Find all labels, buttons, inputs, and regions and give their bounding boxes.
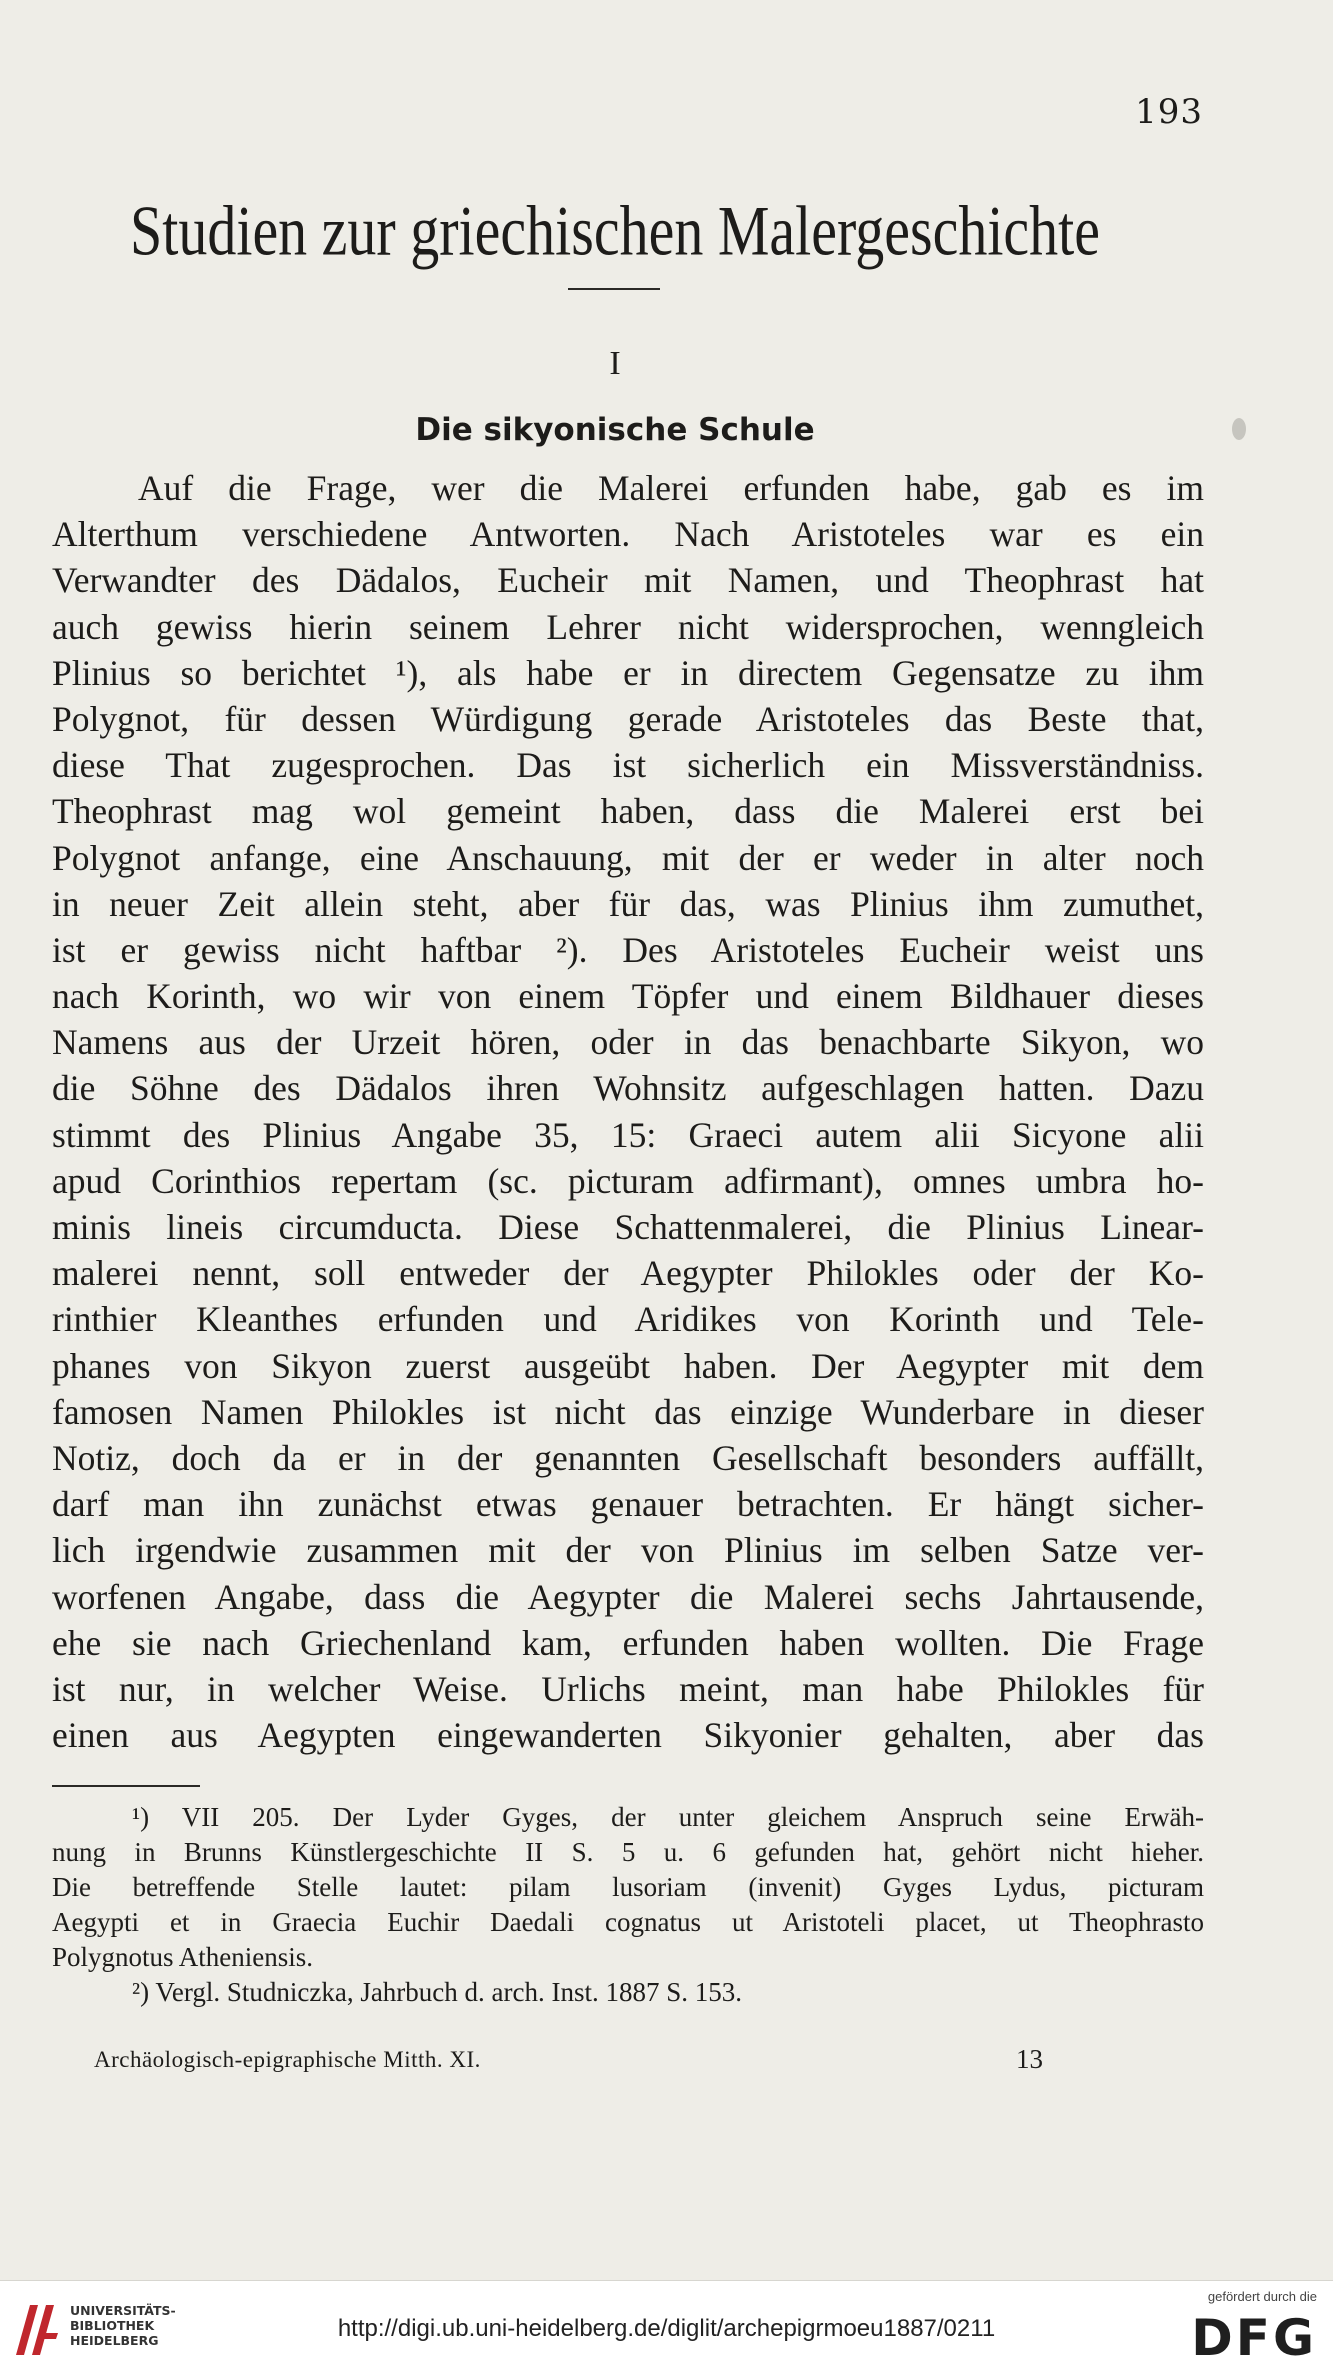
body-line: famosen Namen Philokles ist nicht das einzige Wunderbare in dieser: [52, 1391, 1204, 1432]
library-line-2: BIBLIOTHEK: [70, 2318, 155, 2333]
part-numeral: I: [609, 345, 621, 382]
section-heading: Die sikyonische Schule: [415, 412, 815, 448]
permalink-url[interactable]: http://digi.ub.uni-heidelberg.de/diglit/archepigrmoeu1887/0211: [337, 2315, 996, 2342]
body-line: apud Corinthios repertam (sc. picturam adfirmant), omnes umbra ho-: [52, 1160, 1204, 1201]
dfg-logo[interactable]: DFG: [1191, 2309, 1317, 2367]
body-line: Auf die Frage, wer die Malerei erfunden habe, gab es im: [138, 468, 1204, 508]
body-line: worfenen Angabe, dass die Aegypter die Malerei sechs Jahrtausende,: [52, 1576, 1204, 1617]
title-divider: [568, 288, 660, 290]
body-line: ehe sie nach Griechenland kam, erfunden haben wollten. Die Frage: [52, 1622, 1204, 1663]
body-line: diese That zugesprochen. Das ist sicherlich ein Missverständniss.: [52, 745, 1204, 786]
body-line: ist er gewiss nicht haftbar ²). Des Aristoteles Eucheir weist uns: [52, 929, 1204, 970]
body-line: Verwandter des Dädalos, Eucheir mit Namen, und Theophrast hat: [52, 560, 1204, 601]
journal-signature: Archäologisch-epigraphische Mitth. XI.: [94, 2047, 481, 2072]
body-line: rinthier Kleanthes erfunden und Aridikes von Korinth und Tele-: [52, 1299, 1204, 1340]
body-line: Notiz, doch da er in der genannten Gesellschaft besonders auffällt,: [52, 1437, 1204, 1478]
body-line: malerei nennt, soll entweder der Aegypter Philokles oder der Ko-: [52, 1253, 1204, 1294]
footnote-divider: [52, 1785, 200, 1787]
page-number: 193: [1135, 92, 1203, 132]
body-line: Plinius so berichtet ¹), als habe er in directem Gegensatze zu ihm: [52, 652, 1204, 693]
viewer-footer: [0, 2280, 1333, 2374]
library-line-1: UNIVERSITÄTS-: [70, 2303, 176, 2318]
body-line: minis lineis circumducta. Diese Schattenmalerei, die Plinius Linear-: [52, 1207, 1204, 1247]
footnote-line: Aegypti et in Graecia Euchir Daedali cognatus ut Aristoteli placet, ut Theophrasto: [52, 1907, 1204, 1937]
body-line: darf man ihn zunächst etwas genauer betrachten. Er hängt sicher-: [52, 1484, 1204, 1525]
article-title: Studien zur griechischen Malergeschichte: [129, 191, 1101, 271]
body-line: ist nur, in welcher Weise. Urlichs meint, man habe Philokles für: [52, 1668, 1204, 1709]
body-line: Polygnot anfange, eine Anschauung, mit der er weder in alter noch: [52, 837, 1204, 878]
body-line: einen aus Aegypten eingewanderten Sikyonier gehalten, aber das: [52, 1715, 1204, 1756]
body-line: die Söhne des Dädalos ihren Wohnsitz aufgeschlagen hatten. Dazu: [52, 1068, 1204, 1109]
body-text: [52, 465, 1204, 1758]
body-line: Alterthum verschiedene Antworten. Nach Aristoteles war es ein: [52, 514, 1204, 555]
footnote-line: Polygnotus Atheniensis.: [52, 1942, 314, 1972]
funded-by-label: gefördert durch die: [1207, 2289, 1317, 2304]
footnote-line: ¹) VII 205. Der Lyder Gyges, der unter gleichem Anspruch seine Erwäh-: [132, 1802, 1204, 1832]
body-line: lich irgendwie zusammen mit der von Plinius im selben Satze ver-: [52, 1530, 1204, 1571]
footnotes: [52, 1800, 1204, 2010]
body-line: auch gewiss hierin seinem Lehrer nicht widersprochen, wenngleich: [52, 606, 1204, 647]
footnote-line: nung in Brunns Künstlergeschichte II S. 5 u. 6 gefunden hat, gehört nicht hieher.: [52, 1837, 1204, 1867]
body-line: Theophrast mag wol gemeint haben, dass die Malerei erst bei: [52, 791, 1204, 832]
body-line: in neuer Zeit allein steht, aber für das, was Plinius ihm zumuthet,: [52, 883, 1204, 924]
body-line: phanes von Sikyon zuerst ausgeübt haben. Der Aegypter mit dem: [52, 1345, 1204, 1386]
footnote-line: ²) Vergl. Studniczka, Jahrbuch d. arch. Inst. 1887 S. 153.: [132, 1977, 743, 2007]
footnote-line: Die betreffende Stelle lautet: pilam lusoriam (invenit) Gyges Lydus, picturam: [52, 1872, 1204, 1902]
scan-blemish: [1232, 418, 1246, 440]
body-line: Polygnot, für dessen Würdigung gerade Aristoteles das Beste that,: [52, 698, 1204, 739]
body-line: nach Korinth, wo wir von einem Töpfer und einem Bildhauer dieses: [52, 976, 1204, 1017]
library-line-3: HEIDELBERG: [70, 2333, 159, 2348]
body-line: stimmt des Plinius Angabe 35, 15: Graeci autem alii Sicyone alii: [52, 1114, 1204, 1155]
body-line: Namens aus der Urzeit hören, oder in das benachbarte Sikyon, wo: [52, 1022, 1204, 1063]
signature-number: 13: [1016, 2044, 1043, 2074]
